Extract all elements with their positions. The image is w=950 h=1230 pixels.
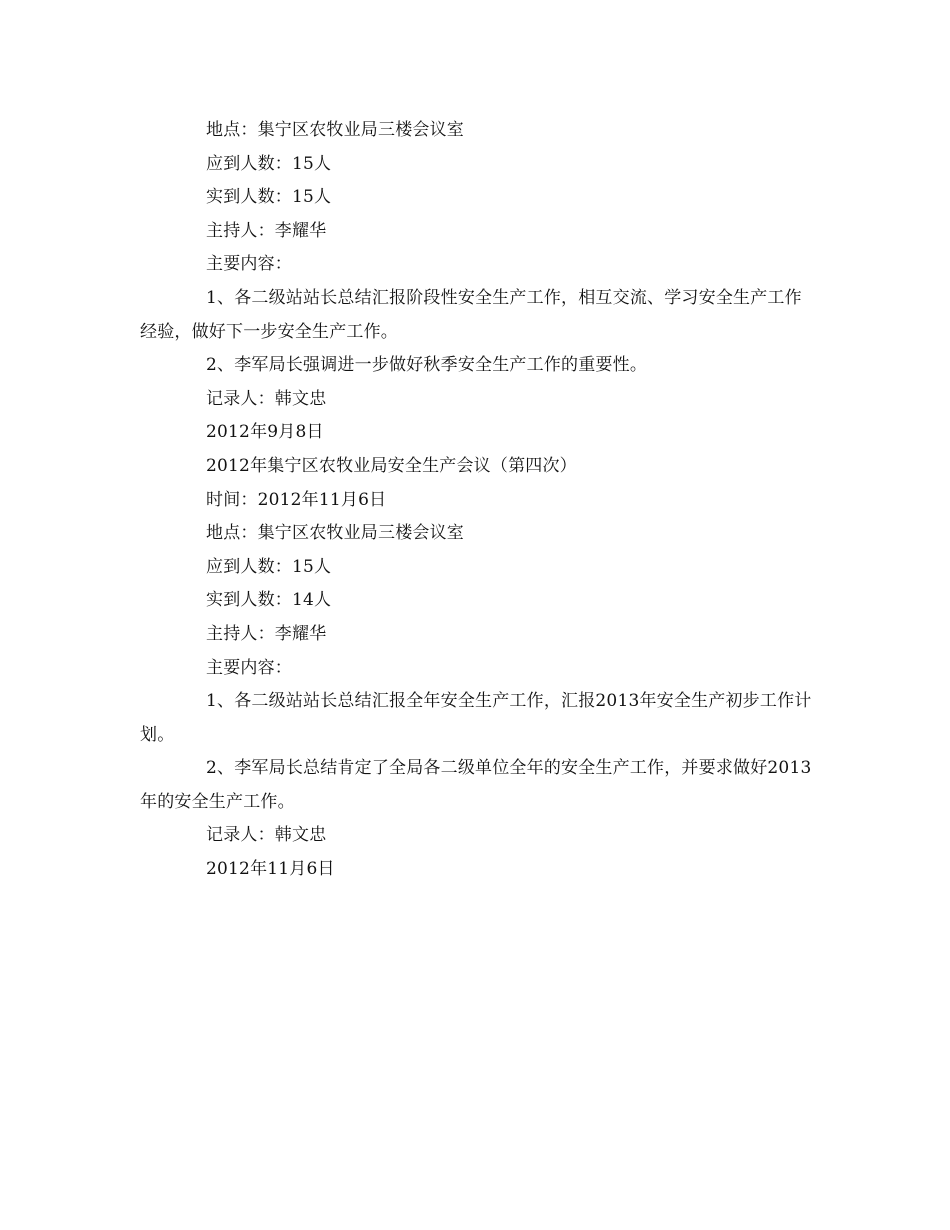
- content-item-2: 2、李军局长强调进一步做好秋季安全生产工作的重要性。: [206, 355, 648, 376]
- main-content-heading: 主要内容：: [206, 254, 292, 275]
- recorder: 记录人：韩文忠: [206, 825, 327, 846]
- meeting-location: 地点：集宁区农牧业局三楼会议室: [206, 120, 464, 140]
- main-content-heading: 主要内容：: [206, 657, 292, 678]
- meeting-host: 主持人：李耀华: [206, 220, 327, 241]
- meeting-date: 2012年11月6日: [206, 859, 335, 880]
- expected-attendance: 应到人数：15人: [206, 153, 332, 174]
- actual-attendance: 实到人数：15人: [206, 187, 332, 208]
- expected-attendance: 应到人数：15人: [206, 556, 332, 577]
- content-item-1: 1、各二级站站长总结汇报全年安全生产工作，汇报2013年安全生产初步工作计划。: [140, 691, 812, 745]
- meeting-title: 2012年集宁区农牧业局安全生产会议（第四次）: [206, 455, 577, 476]
- recorder: 记录人：韩文忠: [206, 388, 327, 409]
- actual-attendance: 实到人数：14人: [206, 590, 332, 611]
- meeting-host: 主持人：李耀华: [206, 623, 327, 644]
- meeting-time: 时间：2012年11月6日: [206, 489, 387, 510]
- content-item-2: 2、李军局长总结肯定了全局各二级单位全年的安全生产工作，并要求做好2013年的安全生产工作。: [140, 758, 812, 812]
- meeting-location: 地点：集宁区农牧业局三楼会议室: [206, 523, 464, 544]
- document-body: [140, 114, 812, 887]
- content-item-1: 1、各二级站站长总结汇报阶段性安全生产工作，相互交流、学习安全生产工作经验，做好下一步安全生产工作。: [140, 287, 802, 342]
- meeting-date: 2012年9月8日: [206, 422, 324, 443]
